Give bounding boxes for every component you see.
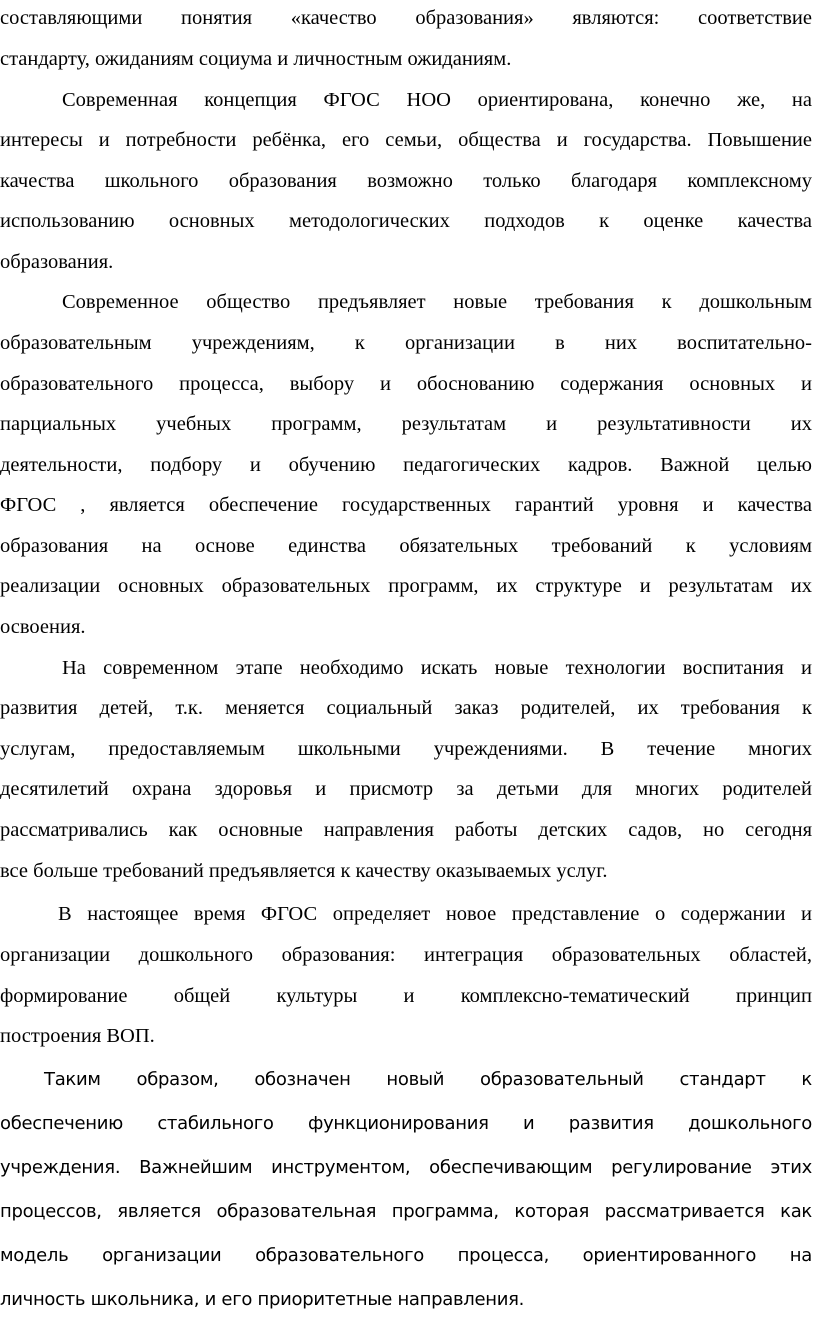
text-line: все больше требований предъявляется к качеству оказываемых услуг. — [0, 860, 608, 882]
text-line: модель организации образовательного процесса, ориентированного на — [0, 1245, 812, 1266]
text-line: формирование общей культуры и комплексно-тематический принцип — [0, 985, 812, 1007]
text-line: На современном этапе необходимо искать новые технологии воспитания и — [62, 657, 812, 679]
text-line: построения ВОП. — [0, 1025, 155, 1047]
text-line: десятилетий охрана здоровья и присмотр за детьми для многих родителей — [0, 778, 812, 800]
text-line: деятельности, подбору и обучению педагогических кадров. Важной целью — [0, 454, 812, 476]
text-line: образования. — [0, 251, 114, 273]
text-line: личность школьника, и его приоритетные направления. — [0, 1289, 525, 1310]
text-line: реализации основных образовательных программ, их структуре и результатам их — [0, 575, 812, 597]
text-line: Таким образом, обозначен новый образовательный стандарт к — [44, 1069, 812, 1090]
text-line: качества школьного образования возможно только благодаря комплексному — [0, 170, 812, 192]
text-line: составляющими понятия «качество образования» являются: соответствие — [0, 7, 812, 29]
text-line: Современная концепция ФГОС НОО ориентирована, конечно же, на — [62, 89, 812, 111]
text-line: ФГОС , является обеспечение государственных гарантий уровня и качества — [0, 494, 812, 516]
text-line: стандарту, ожиданиям социума и личностным ожиданиям. — [0, 48, 512, 70]
text-line: развития детей, т.к. меняется социальный заказ родителей, их требования к — [0, 697, 812, 719]
text-line: интересы и потребности ребёнка, его семьи, общества и государства. Повышение — [0, 129, 812, 151]
text-line: услугам, предоставляемым школьными учреждениями. В течение многих — [0, 738, 812, 760]
text-line: образовательного процесса, выбору и обоснованию содержания основных и — [0, 373, 812, 395]
text-line: учреждения. Важнейшим инструментом, обеспечивающим регулирование этих — [0, 1157, 812, 1178]
text-line: образовательным учреждениям, к организации в них воспитательно- — [0, 332, 812, 354]
text-line: обеспечению стабильного функционирования и развития дошкольного — [0, 1113, 812, 1134]
text-line: рассматривались как основные направления работы детских садов, но сегодня — [0, 819, 812, 841]
text-line: использованию основных методологических подходов к оценке качества — [0, 210, 812, 232]
text-line: образования на основе единства обязательных требований к условиям — [0, 535, 812, 557]
text-line: организации дошкольного образования: интеграция образовательных областей, — [0, 944, 812, 966]
text-line: освоения. — [0, 616, 86, 638]
text-line: В настоящее время ФГОС определяет новое представление о содержании и — [58, 903, 812, 925]
text-line: Современное общество предъявляет новые требования к дошкольным — [62, 291, 812, 313]
text-line: процессов, является образовательная программа, которая рассматривается как — [0, 1201, 812, 1222]
text-line: парциальных учебных программ, результатам и результативности их — [0, 413, 812, 435]
